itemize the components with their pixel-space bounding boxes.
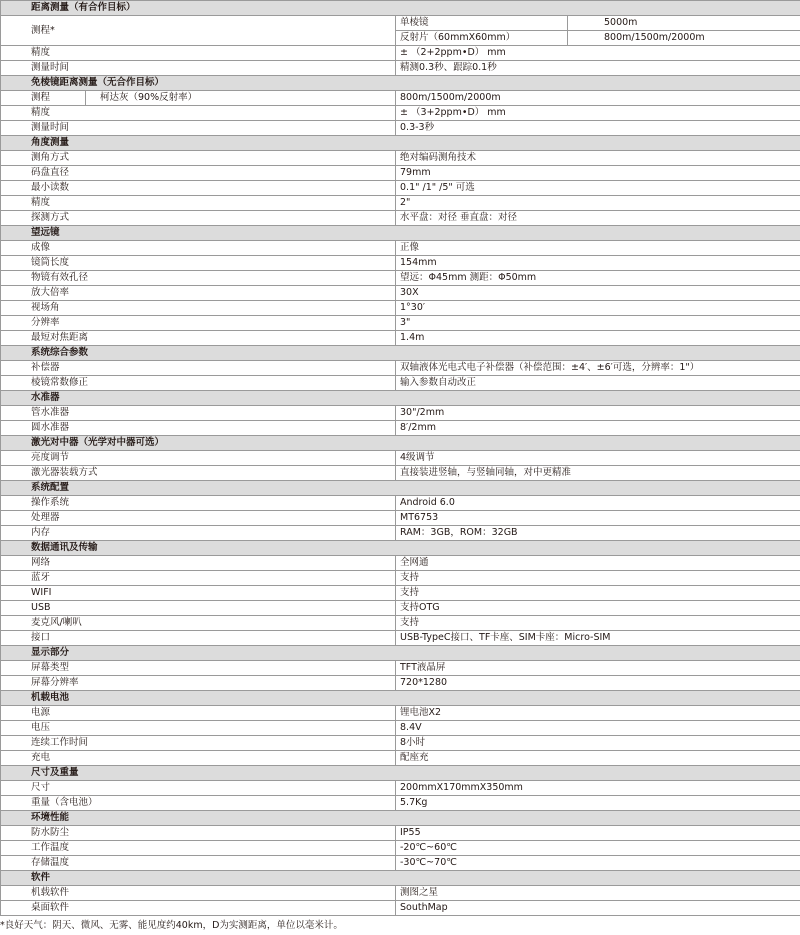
table-row	[1, 886, 800, 901]
table-row	[1, 736, 800, 751]
row-label: 亮度调节	[1, 451, 396, 466]
section-system-params	[1, 346, 800, 361]
table-row	[1, 901, 800, 916]
section-level	[1, 391, 800, 406]
row-label: 视场角	[1, 301, 396, 316]
table-row	[1, 601, 800, 616]
row-value: 支持	[396, 586, 800, 601]
table-row	[1, 271, 800, 286]
row-label: 充电	[1, 751, 396, 766]
row-label: 存储温度	[1, 856, 396, 871]
table-row	[1, 451, 800, 466]
table-row	[1, 376, 800, 391]
section-title: 尺寸及重量	[1, 766, 800, 781]
row-value: 支持	[396, 616, 800, 631]
row-label: 管水准器	[1, 406, 396, 421]
row-label: 精度	[1, 196, 396, 211]
section-title: 系统综合参数	[1, 346, 800, 361]
table-row	[1, 616, 800, 631]
row-label: 麦克风/喇叭	[1, 616, 396, 631]
section-title: 望远镜	[1, 226, 800, 241]
row-value: 全网通	[396, 556, 800, 571]
row-label: 屏幕分辨率	[1, 676, 396, 691]
section-telescope	[1, 226, 800, 241]
section-distance-reflectorless	[1, 76, 800, 91]
reflector-label: 反射片（60mmX60mm）	[396, 31, 568, 46]
table-row	[1, 196, 800, 211]
row-label: 码盘直径	[1, 166, 396, 181]
row-label: 棱镜常数修正	[1, 376, 396, 391]
section-title: 角度测量	[1, 136, 800, 151]
row-label: 探测方式	[1, 211, 396, 226]
row-value: 锂电池X2	[396, 706, 800, 721]
table-row	[1, 256, 800, 271]
row-label: 机载软件	[1, 886, 396, 901]
row-label: USB	[1, 601, 396, 616]
row-label: 镜筒长度	[1, 256, 396, 271]
row-value: 200mmX170mmX350mm	[396, 781, 800, 796]
table-row	[1, 511, 800, 526]
row-value: 8.4V	[396, 721, 800, 736]
row-value: RAM：3GB，ROM：32GB	[396, 526, 800, 541]
section-title: 显示部分	[1, 646, 800, 661]
section-angle	[1, 136, 800, 151]
row-label: 测量时间	[1, 121, 396, 136]
table-row	[1, 496, 800, 511]
row-label: 最小读数	[1, 181, 396, 196]
table-row	[1, 121, 800, 136]
row-value: 3"	[396, 316, 800, 331]
row-label: 网络	[1, 556, 396, 571]
table-row	[1, 241, 800, 256]
row-value: 1°30′	[396, 301, 800, 316]
section-title: 软件	[1, 871, 800, 886]
row-sublabel: 柯达灰（90%反射率）	[86, 91, 396, 106]
table-row	[1, 826, 800, 841]
row-label: 电源	[1, 706, 396, 721]
row-value: ± （3+2ppm•D） mm	[396, 106, 800, 121]
table-row	[1, 676, 800, 691]
row-label: 电压	[1, 721, 396, 736]
table-row	[1, 586, 800, 601]
table-row	[1, 166, 800, 181]
table-row	[1, 211, 800, 226]
row-label: 防水防尘	[1, 826, 396, 841]
row-label: 尺寸	[1, 781, 396, 796]
section-size-weight	[1, 766, 800, 781]
row-label: 测程	[1, 91, 86, 106]
row-label: 测角方式	[1, 151, 396, 166]
row-value: 正像	[396, 241, 800, 256]
row-value: 1.4m	[396, 331, 800, 346]
section-laser-plummet	[1, 436, 800, 451]
row-value: 154mm	[396, 256, 800, 271]
row-label: 屏幕类型	[1, 661, 396, 676]
row-value: -30℃~70℃	[396, 856, 800, 871]
row-value: -20℃~60℃	[396, 841, 800, 856]
section-display	[1, 646, 800, 661]
table-row	[1, 661, 800, 676]
row-value: TFT液晶屏	[396, 661, 800, 676]
section-title: 数据通讯及传输	[1, 541, 800, 556]
row-value: 精测0.3秒、跟踪0.1秒	[396, 61, 800, 76]
row-value: 直接装进竖轴，与竖轴同轴，对中更精准	[396, 466, 800, 481]
row-label: 处理器	[1, 511, 396, 526]
row-label: 操作系统	[1, 496, 396, 511]
section-title: 系统配置	[1, 481, 800, 496]
row-value: 测图之星	[396, 886, 800, 901]
table-row	[1, 16, 800, 31]
row-value: 8小时	[396, 736, 800, 751]
row-value: SouthMap	[396, 901, 800, 916]
table-row	[1, 466, 800, 481]
section-distance-prism	[1, 1, 800, 16]
section-title: 环境性能	[1, 811, 800, 826]
row-value: MT6753	[396, 511, 800, 526]
row-label: 放大倍率	[1, 286, 396, 301]
row-label: WIFI	[1, 586, 396, 601]
row-value: 双轴液体光电式电子补偿器（补偿范围：±4′、±6′可选，分辨率：1"）	[396, 361, 800, 376]
row-value: USB-TypeC接口、TF卡座、SIM卡座：Micro-SIM	[396, 631, 800, 646]
row-value: 绝对编码测角技术	[396, 151, 800, 166]
footnote: *良好天气：阴天、微风、无雾、能见度约40km，D为实测距离，单位以毫米计。	[0, 920, 343, 931]
row-value: IP55	[396, 826, 800, 841]
row-label: 蓝牙	[1, 571, 396, 586]
section-battery	[1, 691, 800, 706]
row-label: 重量（含电池）	[1, 796, 396, 811]
row-value: 配座充	[396, 751, 800, 766]
table-row	[1, 781, 800, 796]
row-value: 支持	[396, 571, 800, 586]
table-row	[1, 181, 800, 196]
row-value: 30X	[396, 286, 800, 301]
row-value: 水平盘：对径 垂直盘：对径	[396, 211, 800, 226]
table-row	[1, 706, 800, 721]
table-row	[1, 46, 800, 61]
section-comms	[1, 541, 800, 556]
row-label: 精度	[1, 46, 396, 61]
section-title: 机载电池	[1, 691, 800, 706]
row-label: 物镜有效孔径	[1, 271, 396, 286]
table-row	[1, 796, 800, 811]
row-label: 成像	[1, 241, 396, 256]
row-label: 分辨率	[1, 316, 396, 331]
row-label: 精度	[1, 106, 396, 121]
row-value: Android 6.0	[396, 496, 800, 511]
row-value: 5.7Kg	[396, 796, 800, 811]
row-label: 内存	[1, 526, 396, 541]
row-label: 圆水准器	[1, 421, 396, 436]
row-value: 0.1" /1" /5" 可选	[396, 181, 800, 196]
row-value: 4级调节	[396, 451, 800, 466]
row-value: 8′/2mm	[396, 421, 800, 436]
single-prism-label: 单棱镜	[396, 16, 568, 31]
row-value: 2"	[396, 196, 800, 211]
table-row	[1, 856, 800, 871]
row-label: 最短对焦距离	[1, 331, 396, 346]
table-row	[1, 61, 800, 76]
row-value: 输入参数自动改正	[396, 376, 800, 391]
row-value: 0.3-3秒	[396, 121, 800, 136]
row-label: 激光器装载方式	[1, 466, 396, 481]
table-row	[1, 106, 800, 121]
table-row	[1, 286, 800, 301]
table-row	[1, 151, 800, 166]
row-label: 补偿器	[1, 361, 396, 376]
table-row	[1, 406, 800, 421]
section-title: 距离测量（有合作目标）	[1, 1, 800, 16]
row-value: 30"/2mm	[396, 406, 800, 421]
row-label: 工作温度	[1, 841, 396, 856]
section-title: 水准器	[1, 391, 800, 406]
row-value: 800m/1500m/2000m	[396, 91, 800, 106]
row-value: 支持OTG	[396, 601, 800, 616]
row-value: 720*1280	[396, 676, 800, 691]
row-value: 望远：Φ45mm 测距：Φ50mm	[396, 271, 800, 286]
section-system-config	[1, 481, 800, 496]
section-title: 免棱镜距离测量（无合作目标）	[1, 76, 800, 91]
row-value: 79mm	[396, 166, 800, 181]
single-prism-value: 5000m	[568, 16, 800, 31]
table-row	[1, 556, 800, 571]
range-label: 测程*	[1, 16, 396, 46]
table-row	[1, 841, 800, 856]
table-row	[1, 571, 800, 586]
table-row	[1, 331, 800, 346]
row-value: ± （2+2ppm•D） mm	[396, 46, 800, 61]
table-row	[1, 526, 800, 541]
table-row	[1, 361, 800, 376]
table-row	[1, 91, 800, 106]
table-row	[1, 316, 800, 331]
section-title: 激光对中器（光学对中器可选）	[1, 436, 800, 451]
table-row	[1, 421, 800, 436]
table-row	[1, 721, 800, 736]
section-environment	[1, 811, 800, 826]
row-label: 桌面软件	[1, 901, 396, 916]
reflector-value: 800m/1500m/2000m	[568, 31, 800, 46]
table-row	[1, 301, 800, 316]
section-software	[1, 871, 800, 886]
row-label: 测量时间	[1, 61, 396, 76]
row-label: 接口	[1, 631, 396, 646]
table-row	[1, 631, 800, 646]
row-label: 连续工作时间	[1, 736, 396, 751]
table-row	[1, 751, 800, 766]
